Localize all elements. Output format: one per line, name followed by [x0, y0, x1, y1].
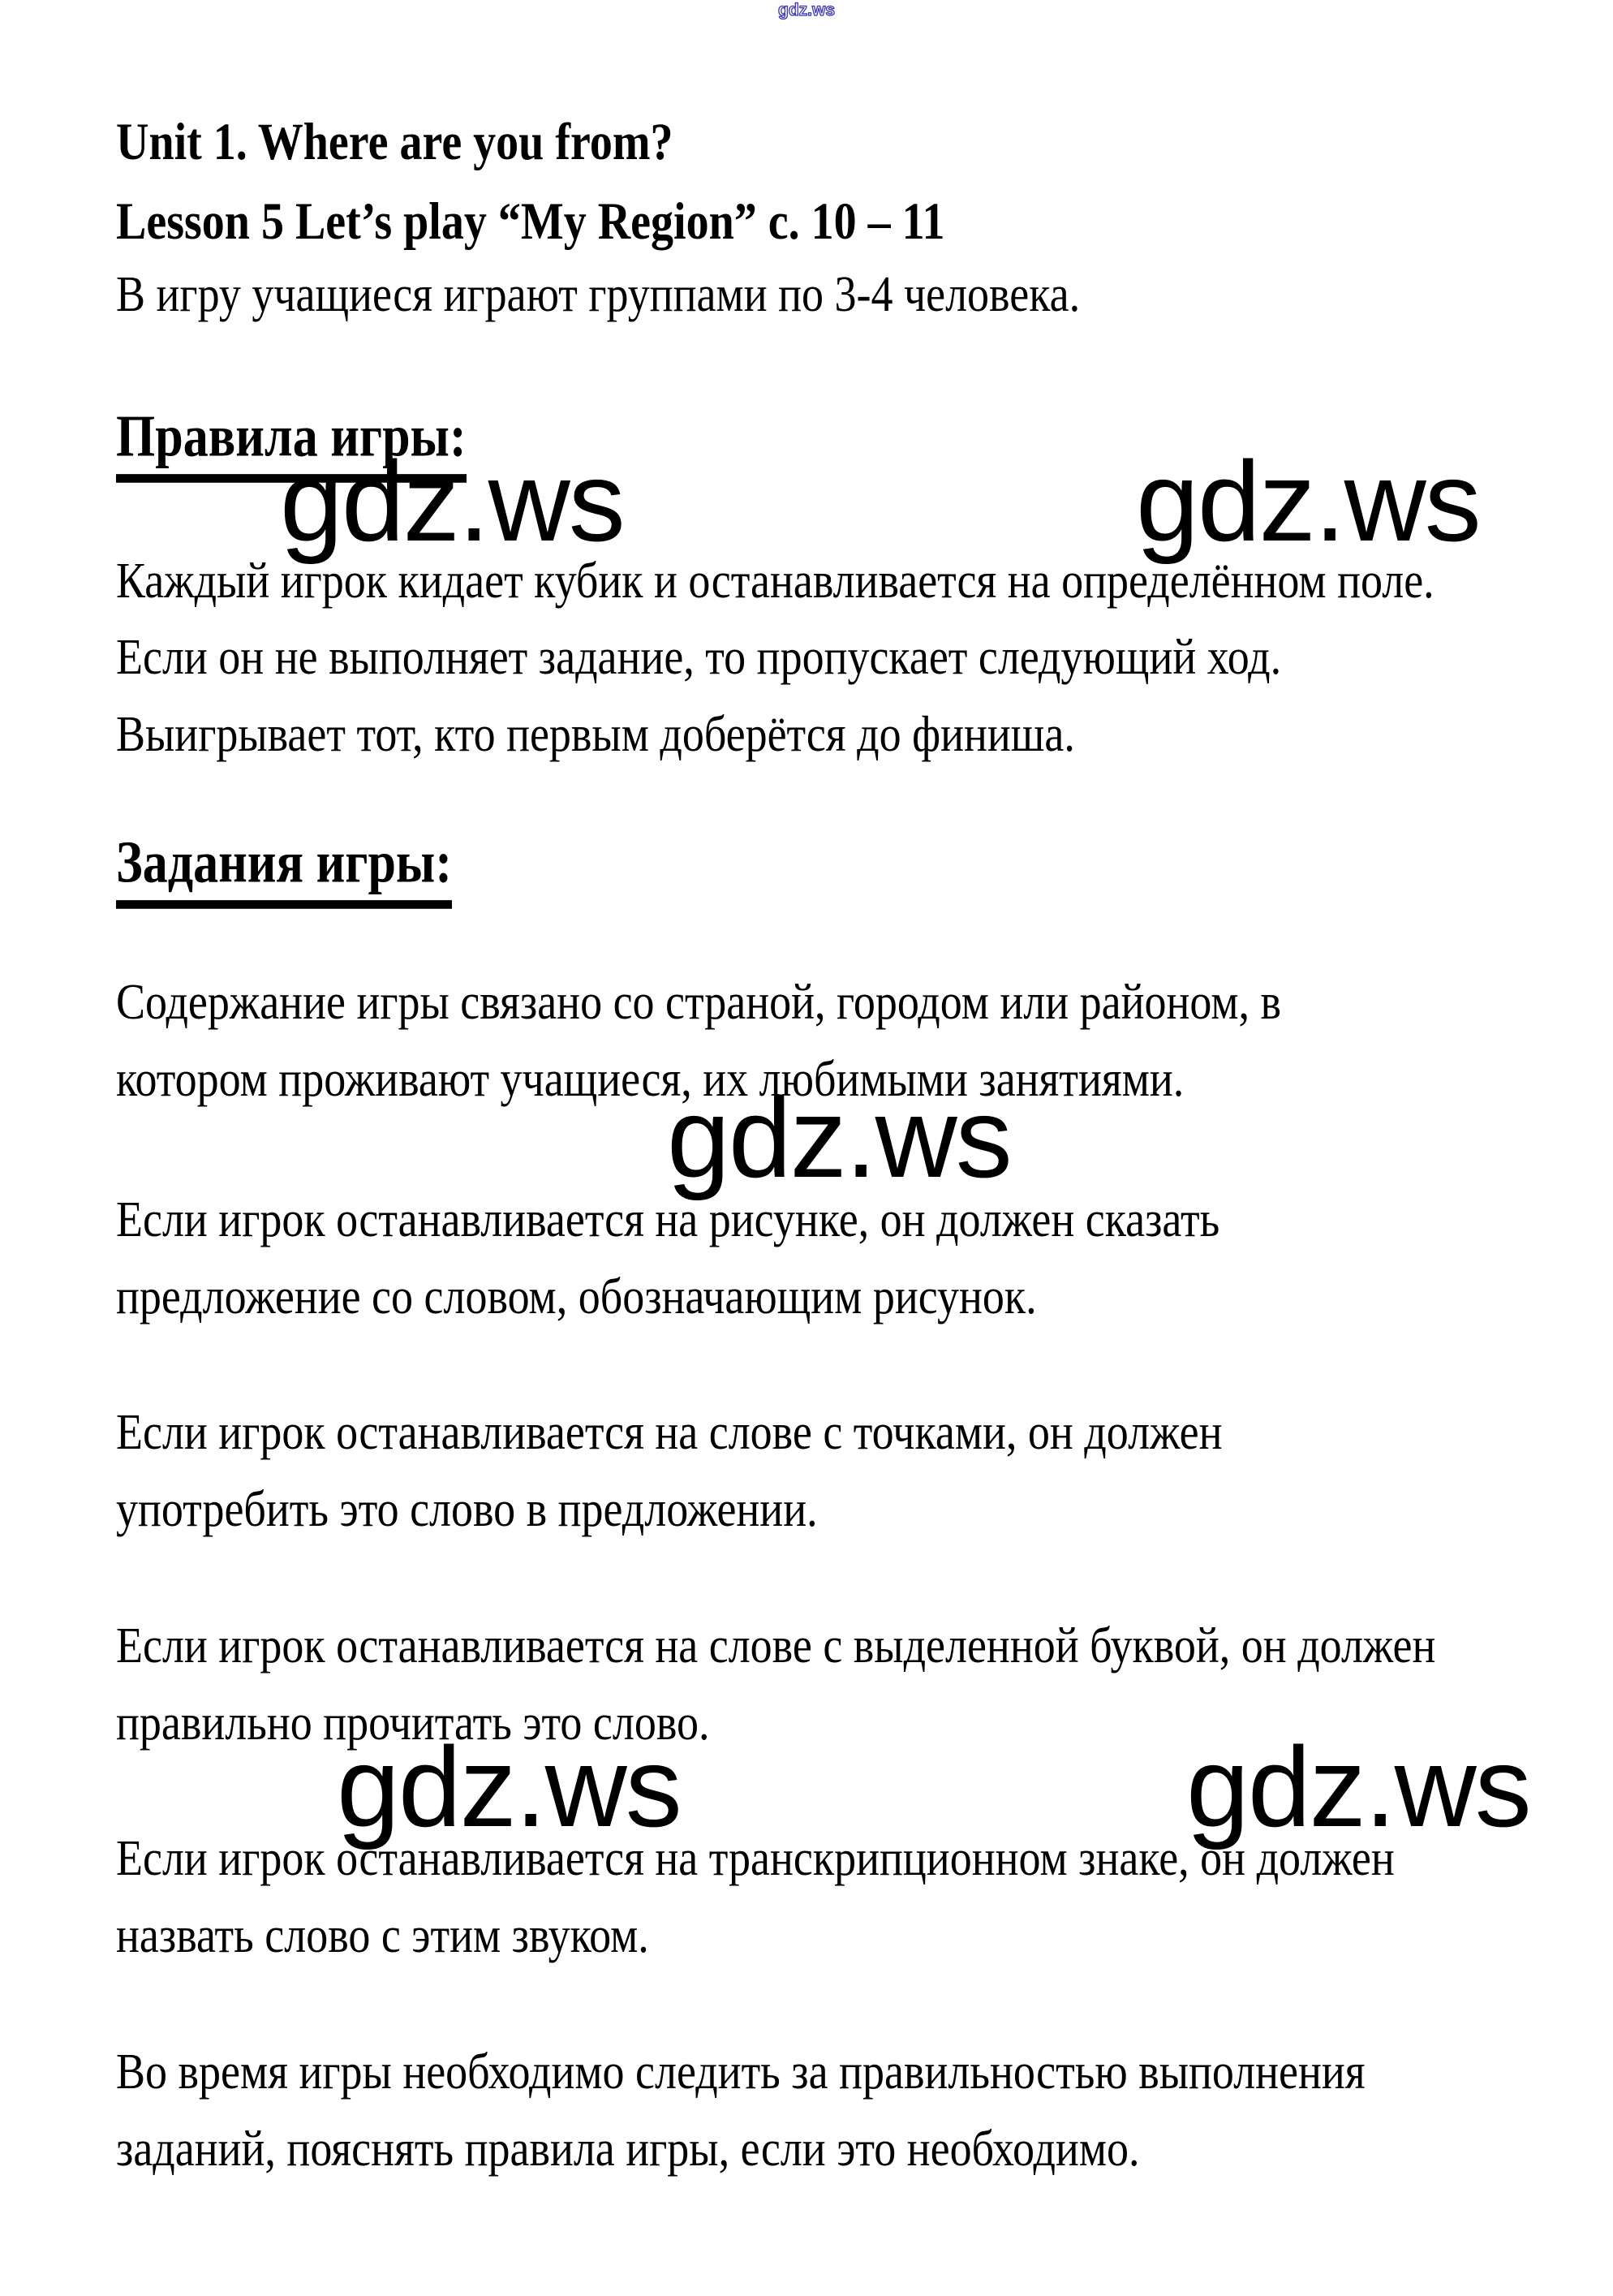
unit-heading: Unit 1. Where are you from?	[116, 113, 673, 172]
task-line: котором проживают учащиеся, их любимыми занятиями.	[116, 1050, 1185, 1107]
rules-heading-text: Правила игры:	[116, 404, 467, 483]
task-line: правильно прочитать это слово.	[116, 1694, 710, 1751]
task-line: Если игрок останавливается на слове с точками, он должен	[116, 1403, 1223, 1460]
watermark-right-2: gdz.ws	[1186, 1723, 1530, 1850]
rules-line: Если он не выполняет задание, то пропускает следующий ход.	[116, 628, 1282, 685]
watermark-right-1: gdz.ws	[1136, 437, 1480, 565]
intro-text: В игру учащиеся играют группами по 3-4 человека.	[116, 265, 1081, 322]
task-line: назвать слово с этим звуком.	[116, 1906, 649, 1963]
task-line: заданий, пояснять правила игры, если это необходимо.	[116, 2120, 1140, 2177]
rules-line: Каждый игрок кидает кубик и останавливается на определённом поле.	[116, 552, 1434, 609]
task-line: Если игрок останавливается на слове с выделенной буквой, он должен	[116, 1617, 1436, 1674]
watermark-left-1: gdz.ws	[280, 437, 624, 565]
task-line: предложение со словом, обозначающим рисунок.	[116, 1268, 1037, 1325]
rules-heading	[116, 404, 467, 483]
task-line: Если игрок останавливается на транскрипционном знаке, он должен	[116, 1829, 1395, 1886]
watermark-left-2: gdz.ws	[337, 1723, 681, 1850]
task-line: Содержание игры связано со страной, городом или районом, в	[116, 973, 1282, 1030]
tasks-heading-text: Задания игры:	[116, 830, 452, 909]
watermark-center: gdz.ws	[667, 1074, 1011, 1201]
lesson-heading: Lesson 5 Let’s play “My Region” с. 10 – 11	[116, 192, 945, 252]
rules-line: Выигрывает тот, кто первым доберётся до финиша.	[116, 705, 1075, 762]
top-small-watermark: gdz.ws	[777, 1, 836, 19]
tasks-heading	[116, 830, 452, 909]
task-line: Во время игры необходимо следить за правильностью выполнения	[116, 2043, 1366, 2100]
task-line: употребить это слово в предложении.	[116, 1480, 818, 1537]
task-line: Если игрок останавливается на рисунке, он должен сказать	[116, 1191, 1220, 1247]
